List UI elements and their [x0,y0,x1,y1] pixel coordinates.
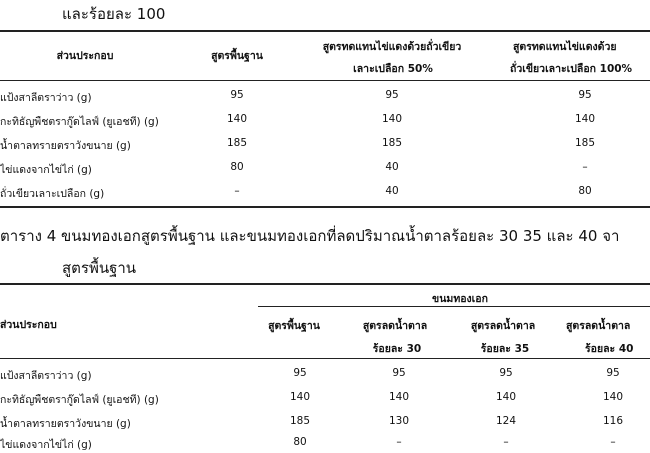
row-label: แป้งสาลีตราว่าว (g) [0,370,92,382]
table1-bottom-rule [0,206,650,208]
cell-30: 140 [388,391,410,403]
cell-50: 140 [381,113,403,125]
row-label: กะทิธัญพืชตรากู๊ดไลฟ์ (ยูเอชที) (g) [0,116,159,128]
table1-header-50-line2: เลาะเปลือก 50% [353,63,433,75]
cell-base: 185 [289,415,311,427]
cell-100: – [582,161,588,173]
table2-header-30-line1: สูตรลดน้ำตาล [362,320,428,332]
cell-35: 95 [499,367,513,379]
table1-header-component: ส่วนประกอบ [56,50,114,62]
table1-top-rule [0,30,650,32]
cell-base: 140 [226,113,248,125]
cell-100: 140 [574,113,596,125]
cell-40: – [610,436,616,448]
cell-base: – [234,185,240,197]
cell-40: 95 [606,367,620,379]
table2-header-component: ส่วนประกอบ [0,319,57,331]
table2-caption-line1: ตาราง 4 ขนมทองเอกสูตรพื้นฐาน และขนมทองเอกที่ลดปริมาณน้ำตาลร้อยละ 30 35 และ 40 จา [0,227,620,245]
table2-header-rule [0,358,650,359]
cell-40: 116 [602,415,624,427]
row-label: น้ำตาลทรายตราวังขนาย (g) [0,418,131,430]
cell-100: 185 [574,137,596,149]
cell-base: 80 [230,161,244,173]
cell-100: 80 [578,185,592,197]
cell-30: 95 [392,367,406,379]
table2-top-rule [0,283,650,285]
cell-50: 40 [385,161,399,173]
cell-base: 185 [226,137,248,149]
table1-header-100-line2: ถั่วเขียวเลาะเปลือก 100% [510,63,633,75]
row-label: กะทิธัญพืชตรากู๊ดไลฟ์ (ยูเอชที) (g) [0,394,159,406]
cell-base: 140 [289,391,311,403]
intro-line: และร้อยละ 100 [62,5,166,23]
row-label: ไข่แดงจากไข่ไก่ (g) [0,164,92,176]
table2-header-base: สูตรพื้นฐาน [268,320,320,332]
cell-30: 130 [388,415,410,427]
table1-header-100-line1: สูตรทดแทนไข่แดงด้วย [513,41,617,53]
cell-100: 95 [578,89,592,101]
table1-header-base: สูตรพื้นฐาน [211,50,263,62]
table1-header-50-line1: สูตรทดแทนไข่แดงด้วยถั่วเขียว [322,41,462,53]
table1-header-rule [0,80,650,81]
table2-header-40-line2: ร้อยละ 40 [585,343,634,355]
table2-caption-line2: สูตรพื้นฐาน [62,259,137,277]
cell-50: 40 [385,185,399,197]
table2-header-35-line2: ร้อยละ 35 [480,343,530,355]
cell-35: 140 [495,391,517,403]
table2-header-40-line1: สูตรลดน้ำตาล [566,320,631,332]
row-label: น้ำตาลทรายตราวังขนาย (g) [0,140,131,152]
cell-30: – [396,436,402,448]
cell-50: 95 [385,89,399,101]
cell-base: 95 [293,367,307,379]
row-label: ไข่แดงจากไข่ไก่ (g) [0,439,92,451]
row-label: แป้งสาลีตราว่าว (g) [0,92,92,104]
table2-header-30-line2: ร้อยละ 30 [372,343,422,355]
cell-base: 95 [230,89,244,101]
cell-50: 185 [381,137,403,149]
cell-35: 124 [495,415,517,427]
cell-base: 80 [293,436,307,448]
cell-35: – [503,436,509,448]
cell-40: 140 [602,391,624,403]
table2-header-group: ขนมทองเอก [432,293,488,305]
table2-group-rule [258,306,650,307]
table2-header-35-line1: สูตรลดน้ำตาล [470,320,536,332]
row-label: ถั่วเขียวเลาะเปลือก (g) [0,188,105,200]
